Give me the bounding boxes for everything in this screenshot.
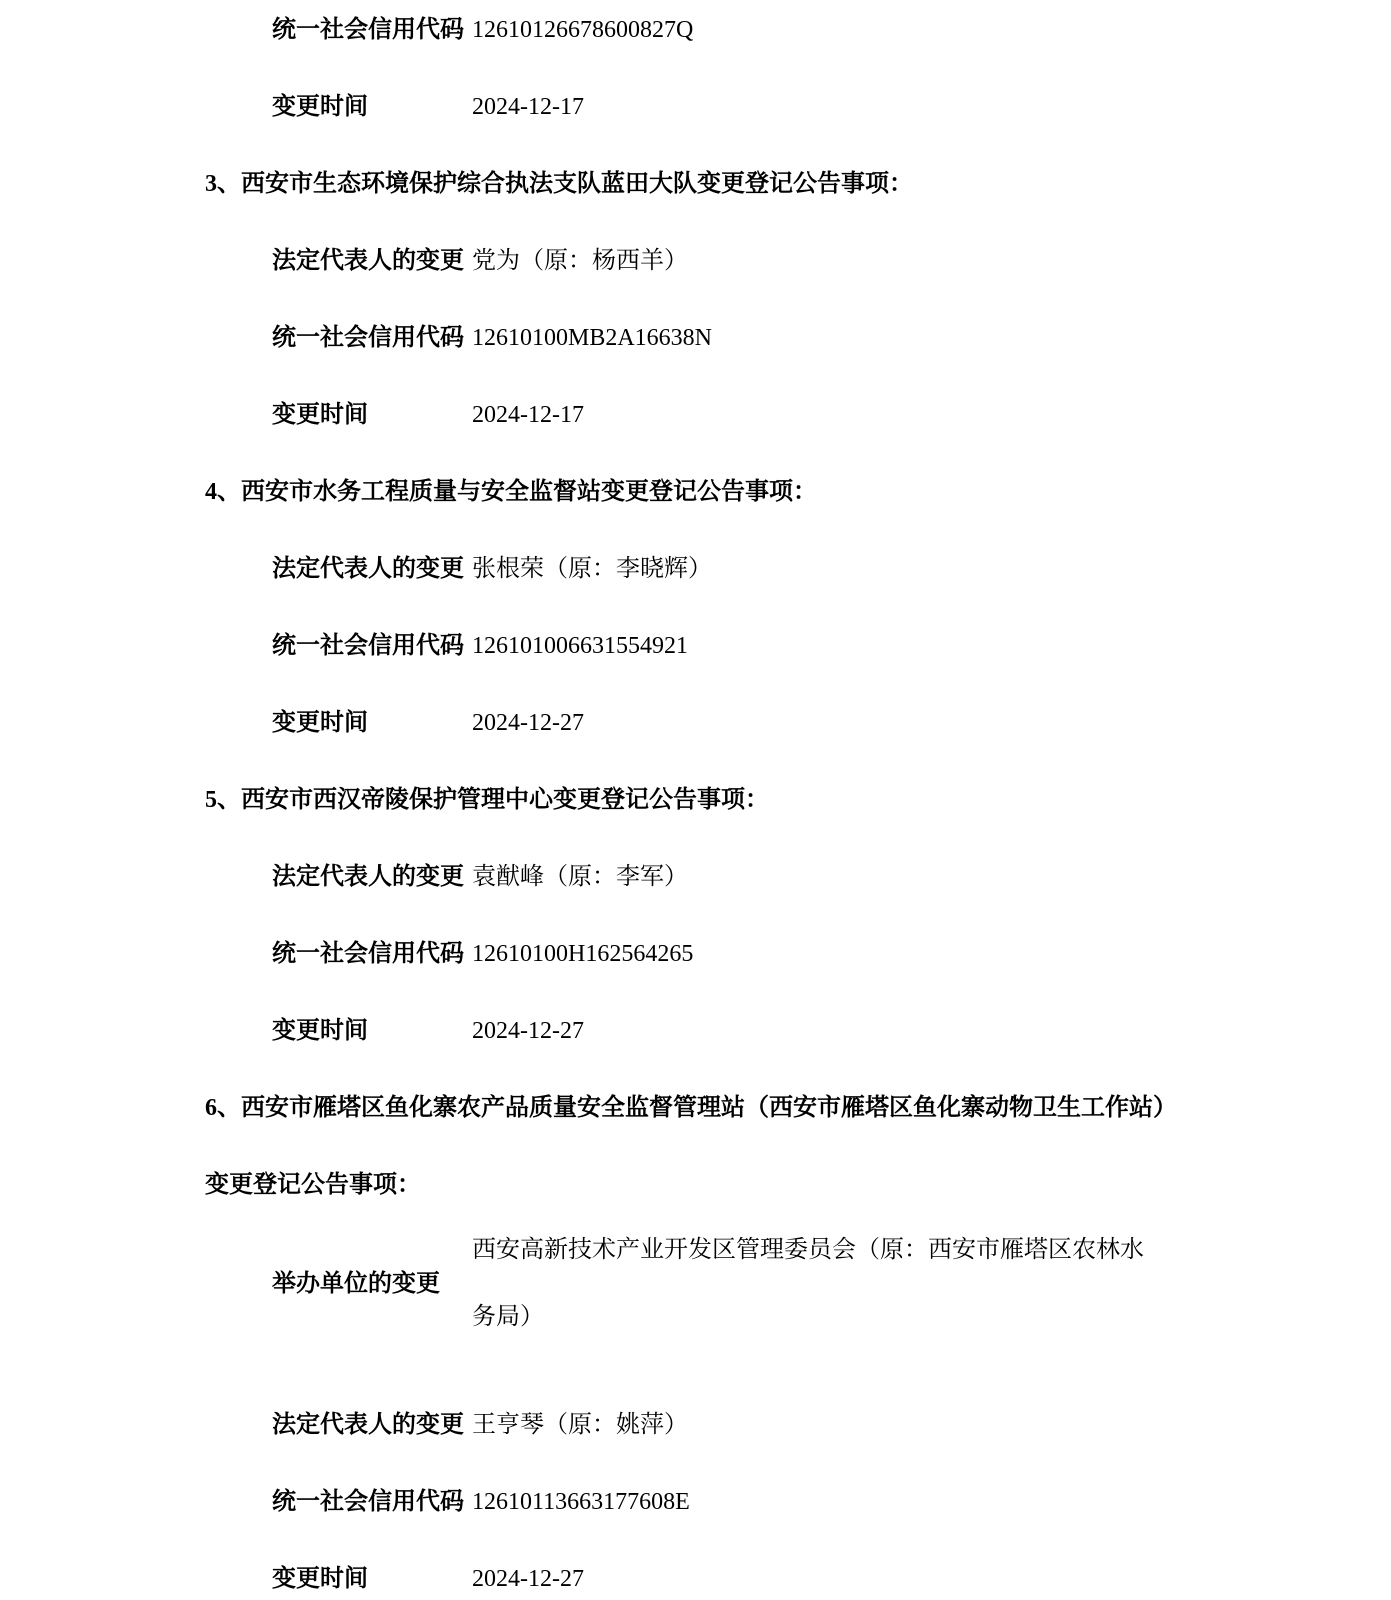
field-row-change-date [0,93,1391,121]
field-value: 12610100H162564265 [472,941,694,967]
entry-5 [0,786,1391,1045]
field-row-credit-code [0,16,1391,44]
field-label: 法定代表人的变更 [272,1412,464,1438]
field-row-legal-rep [0,1411,1391,1439]
field-label: 变更时间 [272,1566,368,1592]
field-row-legal-rep [0,863,1391,891]
entry-3 [0,170,1391,429]
field-row-change-date [0,1565,1391,1593]
field-value: 12610126678600827Q [472,17,694,43]
field-value-line-2: 务局） [472,1304,544,1330]
field-row-organizer-change [0,1236,1391,1331]
field-row-legal-rep [0,247,1391,275]
field-label: 法定代表人的变更 [272,248,464,274]
field-row-change-date [0,709,1391,737]
field-value: 2024-12-17 [472,94,584,120]
field-label: 统一社会信用代码 [272,1489,464,1515]
field-value: 2024-12-27 [472,1566,584,1592]
field-label: 统一社会信用代码 [272,17,464,43]
field-label: 法定代表人的变更 [272,556,464,582]
entry-6 [0,1094,1391,1593]
entry-heading-line-1: 6、西安市雁塔区鱼化寨农产品质量安全监督管理站（西安市雁塔区鱼化寨动物卫生工作站） [205,1095,1177,1121]
field-value: 党为（原：杨西羊） [472,248,688,274]
field-label: 统一社会信用代码 [272,941,464,967]
field-label: 统一社会信用代码 [272,633,464,659]
field-value: 王亨琴（原：姚萍） [472,1412,688,1438]
field-row-credit-code [0,632,1391,660]
field-label: 变更时间 [272,402,368,428]
field-value: 2024-12-27 [472,1018,584,1044]
field-value: 12610113663177608E [472,1489,690,1515]
field-value: 126101006631554921 [472,633,688,659]
field-label: 变更时间 [272,710,368,736]
field-row-change-date [0,1017,1391,1045]
entry-heading-line-2: 变更登记公告事项： [205,1172,421,1198]
entry-heading: 4、西安市水务工程质量与安全监督站变更登记公告事项： [205,479,817,505]
field-value: 张根荣（原：李晓辉） [472,556,712,582]
entry-heading: 5、西安市西汉帝陵保护管理中心变更登记公告事项： [205,787,769,813]
entry-heading: 3、西安市生态环境保护综合执法支队蓝田大队变更登记公告事项： [205,171,913,197]
field-row-change-date [0,401,1391,429]
field-row-credit-code [0,1488,1391,1516]
field-label: 举办单位的变更 [272,1270,440,1297]
field-value [472,1236,1391,1331]
entry-4 [0,478,1391,737]
entry-2-partial [0,16,1391,121]
field-row-credit-code [0,940,1391,968]
field-value: 2024-12-27 [472,710,584,736]
field-label: 统一社会信用代码 [272,325,464,351]
field-value: 2024-12-17 [472,402,584,428]
field-value: 12610100MB2A16638N [472,325,713,351]
field-row-credit-code [0,324,1391,352]
field-label: 变更时间 [272,94,368,120]
field-label: 变更时间 [272,1018,368,1044]
field-value: 袁猷峰（原：李军） [472,864,688,890]
field-value-line-1: 西安高新技术产业开发区管理委员会（原：西安市雁塔区农林水 [472,1237,1144,1263]
field-row-legal-rep [0,555,1391,583]
field-label: 法定代表人的变更 [272,864,464,890]
